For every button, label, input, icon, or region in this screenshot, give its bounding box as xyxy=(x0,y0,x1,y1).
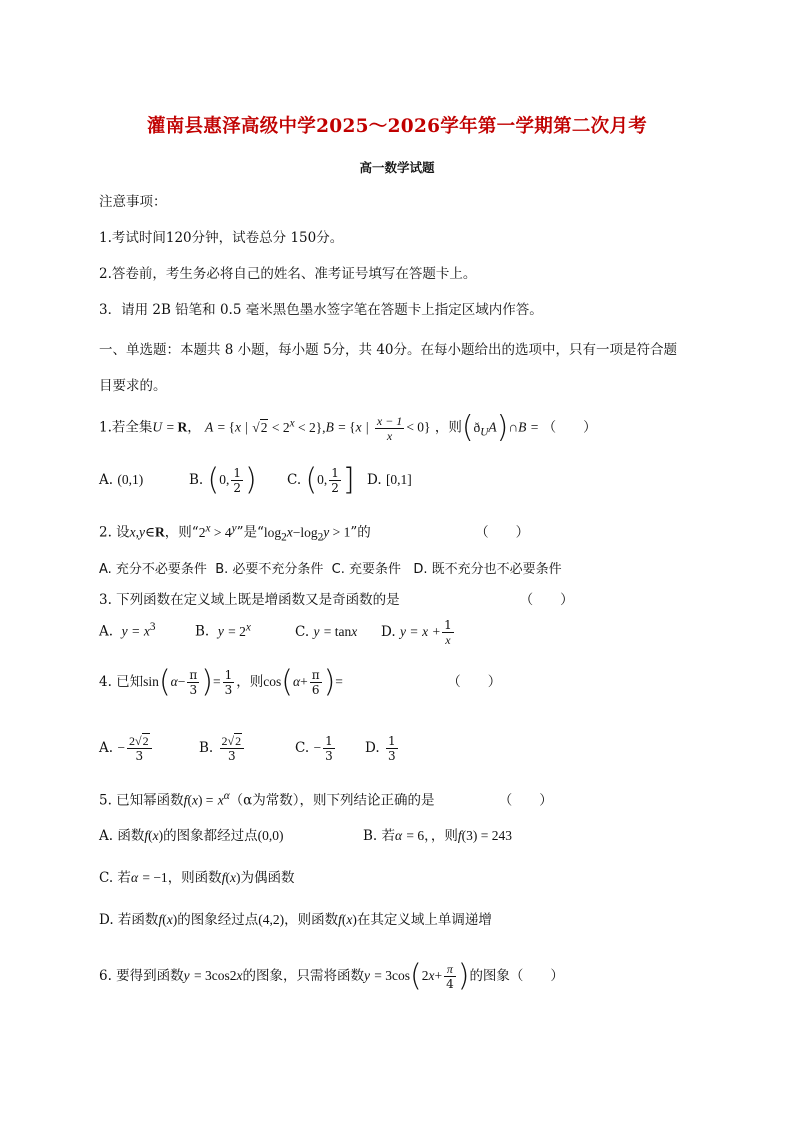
question-2-options: A. 充分不必要条件 B. 必要不充分条件 C. 充要条件 D. 既不充分也不必要条件 xyxy=(99,562,562,577)
notice-3: 3．请用 2B 铅笔和 0.5 毫米黑色墨水签字笔在答题卡上指定区域内作答。 xyxy=(99,302,543,318)
question-5: 5. 已知幂函数$f(x) = x^\alpha(\alpha$为常数），则下列结论正确的是 （ ） xyxy=(99,790,553,809)
question-6: 6. 要得到函数y = 3cos2x的图象，只需将函数y = 3cos(2x+ $\frac{\pi}{4}$ )的图象（ ） xyxy=(99,958,564,994)
notice-1: 1.考试时间120分钟，试卷总分 150分。 xyxy=(99,230,344,246)
question-3-options: A. $y = x^3$ B. $y = 2^x$ C. y = tanx D. y = x + $\frac{1}{x}$ xyxy=(99,617,452,647)
question-1: 1.若全集U = R， A = {x | $√2 < 2^x < 2\},B = \{x$ | $\frac{x - 1}{x}$ < 0} ，则$(ð_UA)\cap B$ = （ ） xyxy=(99,410,597,445)
notice-2: 2.答卷前，考生务必将自己的姓名、准考证号填写在答题卡上。 xyxy=(99,266,477,282)
section-instruction-line1: 一、单选题：本题共 8 小题，每小题 5分，共 40分。在每小题给出的选项中，只有一项是符合题 xyxy=(99,342,678,358)
question-4-options: A. − $\frac{2√2}{3}$ B. $\frac{2√2}{3}$ C. − $\frac{1}{3}$ D. $\frac{1}{3}$ xyxy=(99,734,396,763)
question-4: 4. 已知sin(α− $\frac{\pi}{3}$ )= $\frac{1}{3}$ ，则cos(α+ $\frac{\pi}{6}$ )= （ ） xyxy=(99,664,502,700)
page-subtitle: 高一数学试题 xyxy=(359,160,435,175)
question-5-option-c: C. 若α = −1，则函数f(x)为偶函数 xyxy=(99,870,295,886)
notice-heading: 注意事项： xyxy=(99,194,167,210)
question-2: 2. 设x,y∈R，则“$2^x > 4^y$”是“$\log_2x-\log_2y > 1$”的 （ ） xyxy=(99,522,530,544)
page-title: 灌南县惠泽高级中学2025～2026学年第一学期第二次月考 xyxy=(146,116,648,137)
question-5-option-a-b: A. 函数f(x)的图象都经过点(0,0) B. 若α = 6，，则f(3) = 243 xyxy=(99,828,513,844)
question-5-option-d: D. 若函数f(x)的图象经过点(4,2)，则函数f(x)在其定义域上单调递增 xyxy=(99,912,492,928)
question-3: 3. 下列函数在定义域上既是增函数又是奇函数的是 （ ） xyxy=(99,592,574,608)
section-instruction-line2: 目要求的。 xyxy=(99,378,167,394)
question-1-options: A. (0,1) B. (0, $\frac{1}{2}$ ) C. (0, $\frac{1}{2}$ ] D. [0,1] xyxy=(99,462,412,498)
